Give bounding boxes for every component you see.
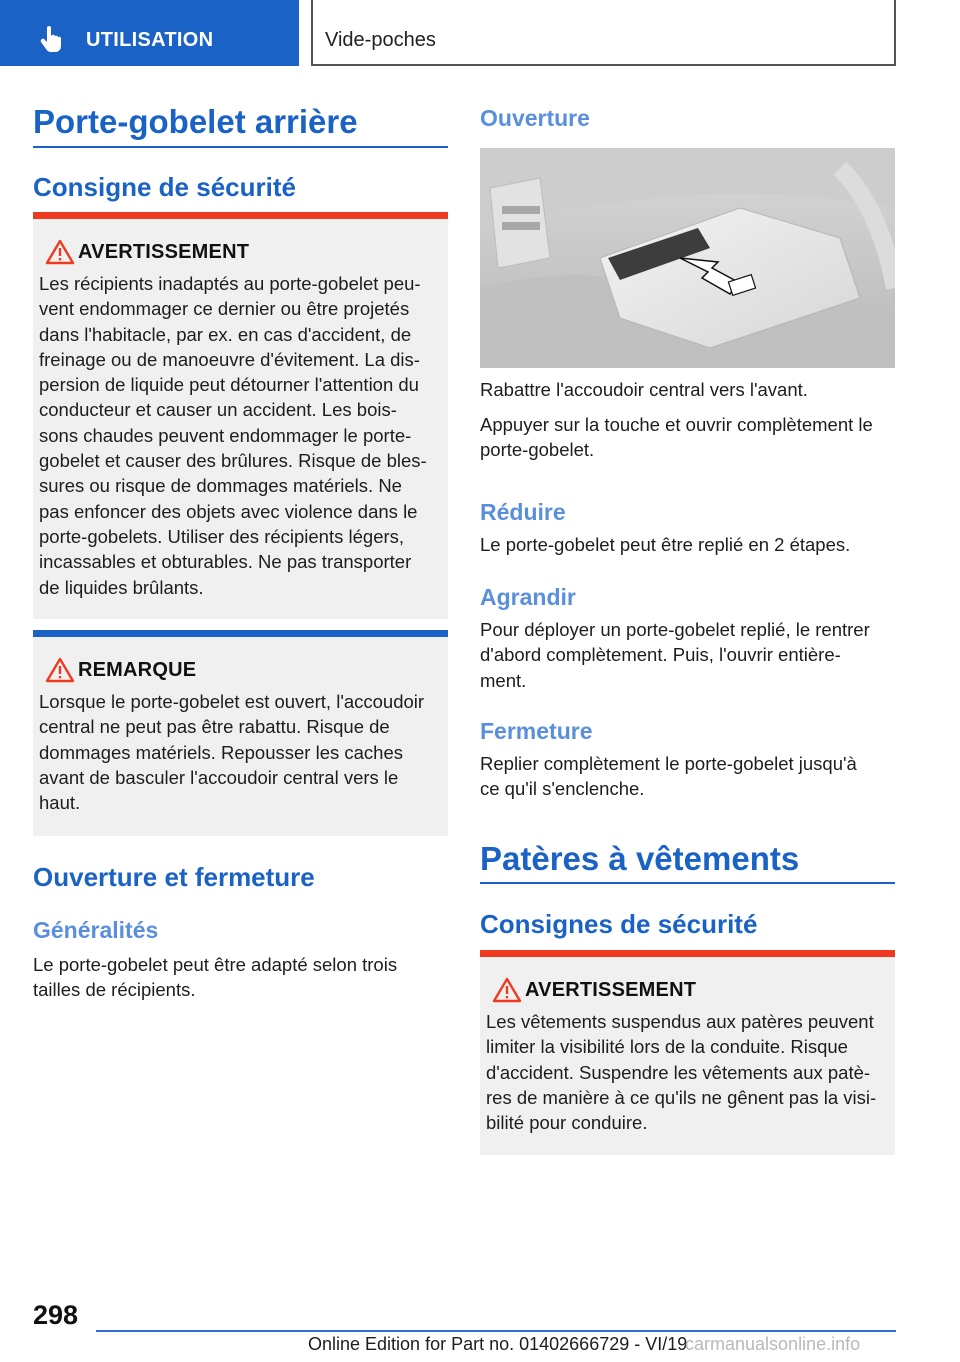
- notice-box: [33, 630, 448, 836]
- reduce-heading: Réduire: [480, 499, 566, 525]
- general-heading: Généralités: [33, 917, 159, 943]
- hooks-warning-bar: [480, 950, 895, 957]
- general-text: Le porte-gobelet peut être adapté selon trois tailles de récipients.: [33, 954, 398, 1001]
- watermark-text: carmanualsonline.info: [685, 1334, 861, 1354]
- notice-triangle-icon: [45, 657, 75, 683]
- warning-box: [33, 212, 448, 619]
- page-number: 298: [33, 1300, 79, 1330]
- warning-title: AVERTISSEMENT: [78, 241, 250, 263]
- reduce-text: Le porte-gobelet peut être replié en 2 étapes.: [480, 534, 851, 555]
- hooks-title: Patères à vêtements: [480, 840, 800, 877]
- edition-text: Online Edition for Part no. 01402666729 - VI/19: [308, 1334, 688, 1354]
- hooks-warning-title: AVERTISSEMENT: [525, 979, 697, 1001]
- hooks-warning-triangle-icon: [492, 977, 522, 1003]
- enlarge-heading: Agrandir: [480, 584, 576, 610]
- safety-heading: Consigne de sécurité: [33, 172, 296, 202]
- hooks-warning-text: Les vêtements suspendus aux patères peuvent limiter la visibilité lors de la conduite. Risque d'accident. Suspendre les vêtements aux patè- res de manière à ce qu'ils ne gênent pas la visi- bilité pour conduire.: [486, 1011, 877, 1134]
- page-title: Porte-gobelet arrière: [33, 103, 358, 140]
- enlarge-text: Pour déployer un porte-gobelet replié, le rentrer d'abord complètement. Puis, l'ouvrir entière- ment.: [480, 619, 870, 691]
- notice-text: Lorsque le porte-gobelet est ouvert, l'accoudoir central ne peut pas être rabattu. Risque de dommages matériels. Repousser les caches avant de basculer l'accoudoir central vers le haut.: [39, 691, 425, 814]
- cupholder-photo: [480, 148, 895, 368]
- armrest-illustration: [480, 148, 895, 368]
- hand-pointer-icon: [38, 24, 66, 52]
- section-tab: [0, 0, 299, 66]
- chapter-header: [311, 0, 896, 66]
- footer-rule: [96, 1330, 896, 1332]
- opening-step-2: Appuyer sur la touche et ouvrir complètement le porte-gobelet.: [480, 414, 873, 461]
- section-label: UTILISATION: [86, 29, 214, 51]
- opening-heading: Ouverture: [480, 105, 590, 131]
- chapter-label: Vide-poches: [325, 29, 436, 51]
- hooks-title-rule: [480, 882, 895, 884]
- warning-triangle-icon: [45, 239, 75, 265]
- open-close-heading: Ouverture et fermeture: [33, 862, 315, 892]
- opening-step-1: Rabattre l'accoudoir central vers l'avant.: [480, 379, 808, 400]
- notice-bar: [33, 630, 448, 637]
- close-text: Replier complètement le porte-gobelet jusqu'à ce qu'il s'enclenche.: [480, 753, 857, 800]
- warning-text: Les récipients inadaptés au porte-gobelet peu- vent endommager ce dernier ou être projetés dans l'habitacle, par ex. en cas d'accident, de freinage ou de manoeuvre d'évitement. La dis- persion de liquide peut détourner l'attention du conducteur et causer un accident. Les bois- sons chaudes peuvent endommager le porte- gobelet et causer des brûlures. Risque de bles- sures ou risque de dommages matériels. Ne pas enfoncer des objets avec violence dans le porte-gobelets. Utiliser des récipients légers, incassables et obturables. Ne pas transporter de liquides brûlants.: [39, 273, 427, 598]
- title-rule: [33, 146, 448, 148]
- hooks-safety-heading: Consignes de sécurité: [480, 909, 758, 939]
- warning-bar: [33, 212, 448, 219]
- close-heading: Fermeture: [480, 718, 593, 744]
- notice-title: REMARQUE: [78, 659, 197, 681]
- hooks-warning-box: [480, 950, 895, 1155]
